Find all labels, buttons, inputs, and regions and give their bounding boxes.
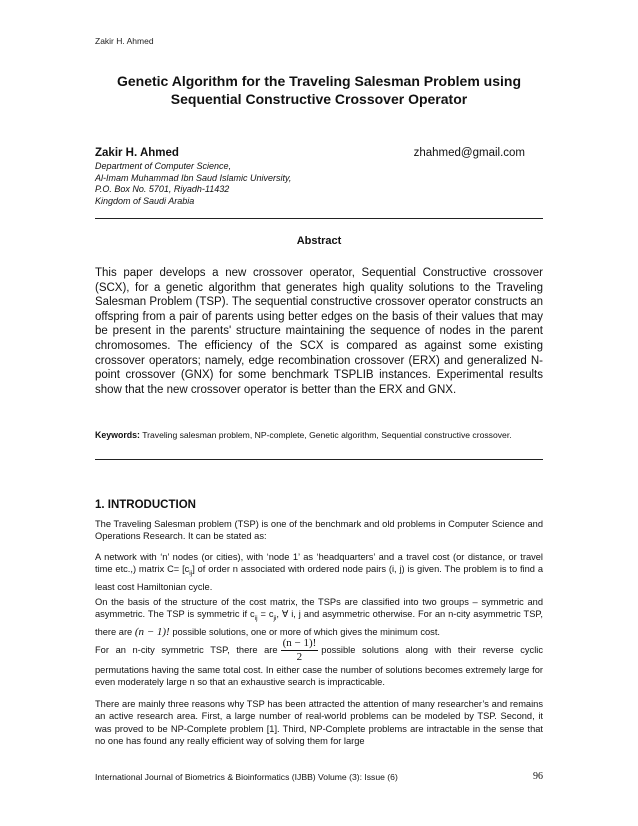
abstract-heading: Abstract [296, 235, 342, 247]
abstract-body: This paper develops a new crossover operator, Sequential Constructive crossover (SCX), for a genetic algorithm that generates high quality solutions to the Traveling Salesman Problem (TSP). The sequential constructive crossover operator constructs an offspring from a pair of parents using better edges on the basis of their values that may be present in the parents' structure maintaining the sequence of nodes in the parent chromosomes. The efficiency of the SCX is compared as against some existing crossover operators; namely, edge recombination crossover (ERX) and generalized N-point crossover (GNX) for some benchmark TSPLIB instances. Experimental results show that the new crossover operator is better than the ERX and GNX. [95, 267, 543, 396]
text-run: ] of order n associated with ordered node pairs (i, j) is given. The problem is to find a least cost Hamiltonian cycle. [95, 564, 543, 592]
section-heading-introduction: 1. INTRODUCTION [95, 499, 196, 511]
factorial-formula: (n − 1)! [134, 625, 170, 638]
author-row [95, 146, 525, 160]
paper-title [95, 72, 543, 108]
fraction-numerator: (n − 1)! [282, 637, 317, 649]
text-run: = c [257, 609, 274, 620]
journal-citation: International Journal of Biometrics & Bioinformatics (IJBB) Volume (3): Issue (6) [95, 772, 398, 782]
affiliation-line: Kingdom of Saudi Arabia [95, 195, 195, 206]
keywords [95, 430, 543, 441]
subscript: ji [273, 615, 277, 623]
author-affiliation [95, 161, 291, 207]
bottom-divider [95, 459, 543, 460]
intro-paragraph-2 [95, 551, 543, 593]
affiliation-line: Department of Computer Science, [95, 161, 232, 171]
author-name: Zakir H. Ahmed [95, 147, 179, 159]
subscript: ij [189, 570, 193, 578]
subscript: ij [254, 615, 258, 623]
text-run: permutations having the same total cost. In either case the number of solutions becomes extremely large for even moderately large n so that an exhaustive search is impracticable. [95, 665, 543, 688]
intro-paragraph-1: The Traveling Salesman problem (TSP) is one of the benchmark and old problems in Computer Science and Operations Research. It can be stated as: [95, 519, 543, 542]
intro-paragraph-5: There are mainly three reasons why TSP has been attracted the attention of many researcher’s and remains an active research area. First, a large number of real-world problems can be modeled by TSP. Second, it was proved to be NP-Complete problem [1]. Third, NP-Complete problems are intractable in the sense that no one has found any really efficient way of solving them for large [95, 699, 543, 747]
author-email[interactable]: zhahmed@gmail.com [413, 147, 525, 159]
keywords-text: Traveling salesman problem, NP-complete, Genetic algorithm, Sequential constructive crossover. [142, 430, 512, 440]
intro-paragraph-4 [95, 637, 543, 689]
keywords-label: Keywords: [95, 430, 140, 440]
fraction-formula [281, 637, 319, 664]
affiliation-line: P.O. Box No. 5701, Riyadh-11432 [95, 184, 230, 194]
page-number: 96 [533, 771, 543, 782]
top-divider [95, 218, 543, 219]
text-run: possible solutions along with their reverse cyclic [321, 644, 543, 655]
title-line-1: Genetic Algorithm for the Traveling Salesman Problem using [116, 73, 521, 89]
text-run: possible solutions, one or more of which gives the minimum cost. [172, 626, 440, 637]
page-footer [95, 772, 543, 782]
text-run: For an n-city symmetric TSP, there are [95, 644, 278, 655]
fraction-denominator: 2 [296, 651, 303, 663]
text-run: On the basis of the structure of the cost matrix, the TSPs are classified into two groups – symmetric and asymmetric. The TSP is symmetric if c [95, 597, 543, 620]
affiliation-line: Al-Imam Muhammad Ibn Saud Islamic University, [95, 172, 292, 183]
intro-paragraph-3 [95, 596, 543, 638]
text-run: A network with ‘n’ nodes (or cities), with ‘node 1’ as ‘headquarters’ and a travel cost (or distance, or travel time etc.,) matrix C= [c [95, 552, 543, 575]
text-run: , ∀ i, j and asymmetric otherwise. For an n-city asymmetric TSP, there are [95, 609, 544, 637]
running-head: Zakir H. Ahmed [95, 36, 154, 46]
title-line-2: Sequential Constructive Crossover Operator [170, 91, 468, 107]
